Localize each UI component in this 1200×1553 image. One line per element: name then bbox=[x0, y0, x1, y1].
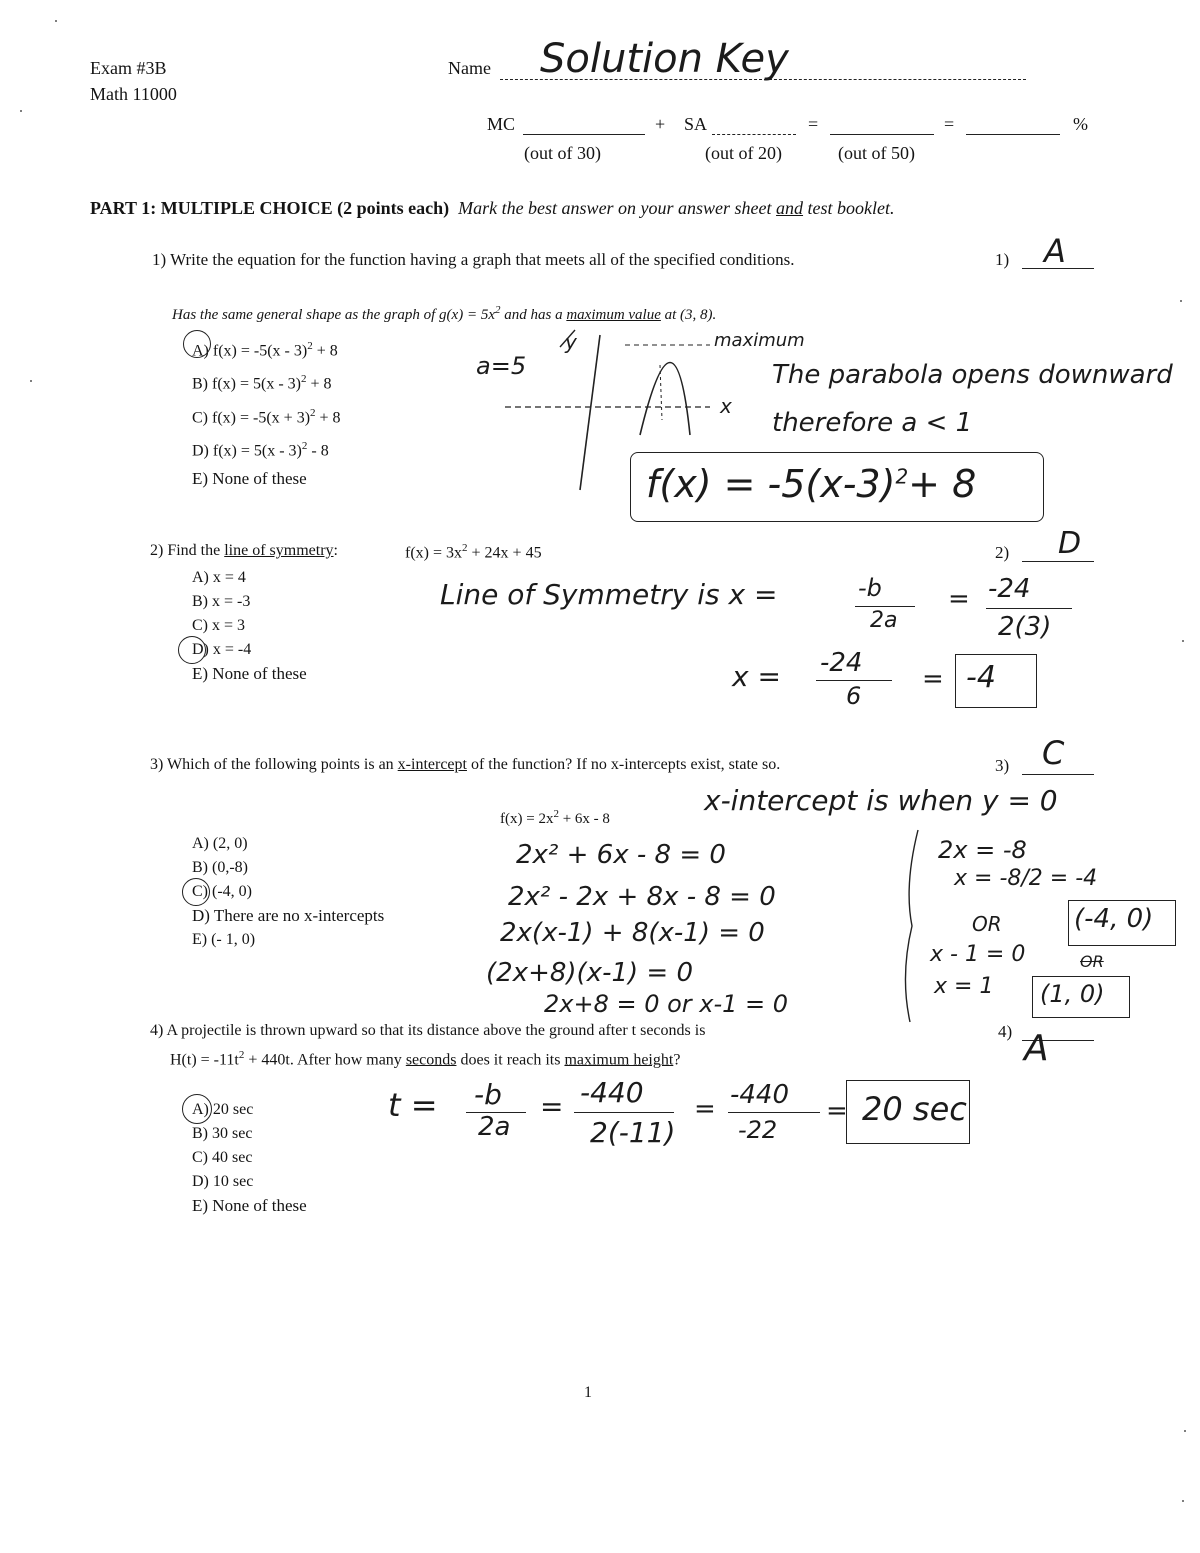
q3-answer: C bbox=[1042, 734, 1065, 772]
sa-label: SA bbox=[684, 114, 708, 134]
q4-work-f2-num: -440 bbox=[580, 1076, 644, 1109]
sa-out-of: (out of 20) bbox=[705, 143, 782, 163]
scan-speck bbox=[1180, 300, 1182, 302]
q4-answer-label: 4) bbox=[998, 1022, 1013, 1041]
q1-answer: A bbox=[1044, 232, 1066, 270]
q2-choice-b[interactable]: B) x = -3 bbox=[192, 593, 251, 610]
q1-choice-a-post: + 8 bbox=[312, 342, 338, 360]
q2-choice-a[interactable]: A) x = 4 bbox=[192, 569, 246, 586]
q1-choice-d-pre: D) f(x) = 5(x - 3) bbox=[192, 442, 302, 460]
q1-cond-post: at (3, 8). bbox=[660, 307, 717, 323]
q3-work-r2: x = -8/2 = -4 bbox=[954, 866, 1098, 891]
q2-answer-line bbox=[1022, 561, 1094, 562]
name-value: Solution Key bbox=[540, 36, 789, 82]
q1-cond-max: maximum value bbox=[566, 307, 661, 323]
equals-sign-2: = bbox=[944, 114, 955, 134]
part1-title: PART 1: MULTIPLE CHOICE (2 points each) bbox=[90, 198, 450, 218]
q2-choice-e[interactable]: E) None of these bbox=[192, 664, 307, 683]
q4-stem2-exp: 2 bbox=[238, 1049, 245, 1061]
q3-choices bbox=[192, 832, 384, 952]
q1-selected-circle bbox=[183, 330, 211, 358]
q2-work-frac3-num: -24 bbox=[820, 648, 863, 678]
q3-work-l1: 2x² + 6x - 8 = 0 bbox=[516, 840, 726, 870]
scan-speck bbox=[1182, 1500, 1184, 1502]
q3-stem-pre: 3) Which of the following points is an bbox=[150, 756, 398, 773]
q2-work-line1: Line of Symmetry is x = bbox=[440, 578, 778, 611]
q3-choice-b[interactable]: B) (0,-8) bbox=[192, 859, 248, 876]
name-label: Name bbox=[448, 58, 491, 78]
q1-cond-mid: and has a bbox=[500, 307, 567, 323]
q1-cond-exp: 2 bbox=[494, 304, 501, 316]
q2-work-frac1-bar bbox=[855, 606, 915, 607]
q1-sketch-y-label: y bbox=[565, 330, 577, 354]
q3-function bbox=[500, 808, 610, 828]
q2-selected-circle bbox=[178, 636, 206, 664]
q3-work-r4: x = 1 bbox=[934, 974, 994, 999]
q1-sketch-parabola bbox=[640, 363, 690, 436]
q4-work-f3-bar bbox=[728, 1112, 820, 1113]
q1-stem: 1) Write the equation for the function having a graph that meets all of the specified conditions. bbox=[152, 250, 795, 269]
q1-choice-b-post: + 8 bbox=[306, 375, 332, 393]
q4-work-f2-den: 2(-11) bbox=[590, 1116, 676, 1149]
q3-work-l3: 2x(x-1) + 8(x-1) = 0 bbox=[500, 918, 765, 948]
q1-choice-e[interactable] bbox=[192, 465, 341, 493]
exam-id: Exam #3B bbox=[90, 58, 167, 78]
scan-speck bbox=[1184, 1430, 1186, 1432]
q3-function-post: + 6x - 8 bbox=[558, 811, 610, 827]
q1-work-final bbox=[646, 462, 976, 506]
q3-stem bbox=[150, 756, 780, 774]
q1-work-a-eq: a=5 bbox=[476, 352, 527, 380]
part1-heading bbox=[90, 198, 895, 219]
q1-choice-a-pre: A) f(x) = -5(x - 3) bbox=[192, 342, 308, 360]
q4-work-eq1: = bbox=[540, 1090, 564, 1123]
total-out-of: (out of 50) bbox=[838, 143, 915, 163]
q2-answer-label: 2) bbox=[995, 543, 1010, 562]
mc-label: MC bbox=[487, 114, 516, 134]
q3-choice-d[interactable]: D) There are no x-intercepts bbox=[192, 906, 385, 925]
q3-function-pre: f(x) = 2x bbox=[500, 811, 554, 827]
q2-function-exp: 2 bbox=[462, 542, 468, 554]
q3-work-l5: 2x+8 = 0 or x-1 = 0 bbox=[544, 990, 789, 1018]
q1-final-exp: 2 bbox=[895, 464, 909, 489]
course-number: Math 11000 bbox=[90, 84, 177, 104]
q1-final-pre: f(x) = -5(x-3) bbox=[646, 462, 896, 506]
q4-work-f1-num: -b bbox=[474, 1078, 502, 1111]
q1-work-note2: therefore a < 1 bbox=[772, 408, 973, 438]
q1-choice-d[interactable] bbox=[192, 432, 341, 465]
q1-work-note1: The parabola opens downward bbox=[772, 360, 1173, 390]
q3-selected-circle bbox=[182, 878, 210, 906]
q3-work-heading: x-intercept is when y = 0 bbox=[704, 784, 1058, 817]
q3-function-exp: 2 bbox=[553, 808, 559, 820]
q1-choice-a[interactable] bbox=[192, 332, 341, 365]
q4-work-f2-bar bbox=[574, 1112, 674, 1113]
q3-work-l4: (2x+8)(x-1) = 0 bbox=[486, 958, 693, 988]
scan-speck bbox=[1182, 640, 1184, 642]
q1-choice-c-exp: 2 bbox=[310, 406, 316, 419]
q4-stem2-u1: seconds bbox=[405, 1051, 457, 1069]
percent-score-line bbox=[966, 134, 1060, 135]
q3-choice-a[interactable]: A) (2, 0) bbox=[192, 835, 248, 852]
q2-work-result: -4 bbox=[966, 660, 996, 695]
plus-sign: + bbox=[655, 114, 666, 134]
equals-sign-1: = bbox=[808, 114, 819, 134]
q2-work-frac3-den: 6 bbox=[846, 682, 862, 710]
q4-choice-e[interactable]: E) None of these bbox=[192, 1196, 307, 1215]
q2-stem-post: : bbox=[333, 542, 338, 559]
q3-work-l2: 2x² - 2x + 8x - 8 = 0 bbox=[508, 882, 776, 912]
q4-stem2-mid: + 440t. After how many bbox=[244, 1051, 406, 1069]
q2-work-line2: x = bbox=[732, 660, 781, 693]
q2-work-frac2-den: 2(3) bbox=[998, 612, 1052, 642]
q1-answer-label: 1) bbox=[995, 250, 1010, 269]
q4-work-t-eq: t = bbox=[388, 1086, 438, 1124]
percent-sign: % bbox=[1073, 114, 1088, 134]
q3-work-brace bbox=[896, 826, 926, 1026]
q4-work-f1-den: 2a bbox=[478, 1112, 511, 1142]
q4-answer: A bbox=[1024, 1028, 1049, 1069]
q3-choice-e[interactable]: E) (- 1, 0) bbox=[192, 931, 256, 948]
q4-choice-d[interactable]: D) 10 sec bbox=[192, 1173, 254, 1190]
q1-choice-b[interactable] bbox=[192, 365, 341, 398]
q4-work-eq3: = bbox=[826, 1096, 848, 1126]
q3-stem-u: x-intercept bbox=[397, 756, 467, 773]
q2-function-post: + 24x + 45 bbox=[467, 544, 542, 562]
q2-choice-d[interactable]: D) x = -4 bbox=[192, 641, 252, 658]
part1-instruction-pre: Mark the best answer on your answer sheet bbox=[458, 198, 777, 218]
q3-work-r1: 2x = -8 bbox=[938, 836, 1027, 864]
q1-choice-d-exp: 2 bbox=[301, 439, 308, 452]
q4-work-eq2: = bbox=[694, 1094, 716, 1124]
q2-work-frac1-den: 2a bbox=[870, 608, 898, 633]
sa-score-line bbox=[712, 134, 796, 135]
q4-choice-b[interactable]: B) 30 sec bbox=[192, 1125, 253, 1142]
q2-work-frac1-num: -b bbox=[858, 574, 882, 602]
q1-choice-e-text: E) None of these bbox=[192, 469, 307, 489]
scan-speck bbox=[55, 20, 57, 22]
q4-stem-line1: 4) A projectile is thrown upward so that its distance above the ground after t seconds is bbox=[150, 1022, 706, 1039]
q4-work-f3-num: -440 bbox=[730, 1080, 790, 1110]
q1-sketch-vertex-line bbox=[660, 365, 662, 420]
q3-work-box1-text: (-4, 0) bbox=[1074, 904, 1154, 934]
scan-speck bbox=[30, 380, 32, 382]
q4-stem2-pre: H(t) = -11t bbox=[170, 1051, 239, 1069]
q3-answer-line bbox=[1022, 774, 1094, 775]
q1-sketch-y-axis bbox=[580, 335, 600, 490]
q1-choice-c-pre: C) f(x) = -5(x + 3) bbox=[192, 408, 311, 426]
part1-instruction-post: test booklet. bbox=[803, 198, 895, 218]
q4-stem2-u2: maximum height bbox=[564, 1051, 674, 1069]
mc-out-of: (out of 30) bbox=[524, 143, 601, 163]
q2-work-frac2-num: -24 bbox=[988, 574, 1031, 604]
q3-stem-post: of the function? If no x-intercepts exist, state so. bbox=[466, 756, 781, 773]
q4-stem2-post: ? bbox=[673, 1051, 681, 1069]
q4-stem2-mid2: does it reach its bbox=[456, 1051, 565, 1069]
q3-work-r3: x - 1 = 0 bbox=[930, 942, 1026, 967]
q1-sketch-x-label: x bbox=[720, 394, 732, 418]
scan-speck bbox=[20, 110, 22, 112]
q1-choice-c-post: + 8 bbox=[315, 408, 341, 426]
q1-choice-a-exp: 2 bbox=[307, 340, 313, 352]
q2-work-frac2-bar bbox=[986, 608, 1072, 609]
q1-final-post: + 8 bbox=[908, 462, 977, 506]
q4-choice-c[interactable]: C) 40 sec bbox=[192, 1149, 253, 1166]
q2-choice-c[interactable]: C) x = 3 bbox=[192, 617, 246, 634]
q3-work-or: OR bbox=[972, 912, 1002, 936]
q4-stem-line2 bbox=[170, 1049, 680, 1069]
q3-answer-label: 3) bbox=[995, 756, 1010, 775]
total-score-line bbox=[830, 134, 934, 135]
q2-work-eq2: = bbox=[922, 664, 944, 694]
q2-answer: D bbox=[1058, 526, 1082, 561]
q1-choice-b-pre: B) f(x) = 5(x - 3) bbox=[192, 375, 301, 393]
q2-work-eq: = bbox=[948, 584, 970, 614]
q4-choice-a[interactable]: A) 20 sec bbox=[192, 1101, 254, 1118]
q1-sketch-max-label: maximum bbox=[714, 330, 805, 351]
q1-choice-c[interactable] bbox=[192, 399, 341, 432]
q1-choice-d-post: - 8 bbox=[307, 442, 329, 460]
q2-function bbox=[405, 542, 542, 562]
part1-instruction-and: and bbox=[776, 198, 804, 218]
q3-choice-c[interactable]: C) (-4, 0) bbox=[192, 883, 252, 900]
page-number: 1 bbox=[584, 1384, 592, 1401]
q1-choices bbox=[192, 332, 341, 493]
q1-condition bbox=[172, 304, 716, 324]
q2-function-pre: f(x) = 3x bbox=[405, 544, 463, 562]
q4-work-f3-den: -22 bbox=[738, 1116, 778, 1144]
q2-choices bbox=[192, 566, 307, 686]
q4-selected-circle bbox=[182, 1094, 212, 1124]
q2-stem-u: line of symmetry bbox=[224, 542, 334, 559]
q1-choice-b-exp: 2 bbox=[301, 373, 307, 386]
q2-stem-pre: 2) Find the bbox=[150, 542, 225, 559]
q2-work-frac3-bar bbox=[816, 680, 892, 681]
q4-work-result: 20 sec bbox=[862, 1090, 967, 1128]
q3-work-or2: OR bbox=[1080, 952, 1104, 971]
q3-work-box2-text: (1, 0) bbox=[1040, 980, 1105, 1008]
q2-stem bbox=[150, 542, 338, 560]
q1-cond-pre: Has the same general shape as the graph of g(x) = 5x bbox=[172, 307, 495, 323]
mc-score-line bbox=[523, 134, 645, 135]
